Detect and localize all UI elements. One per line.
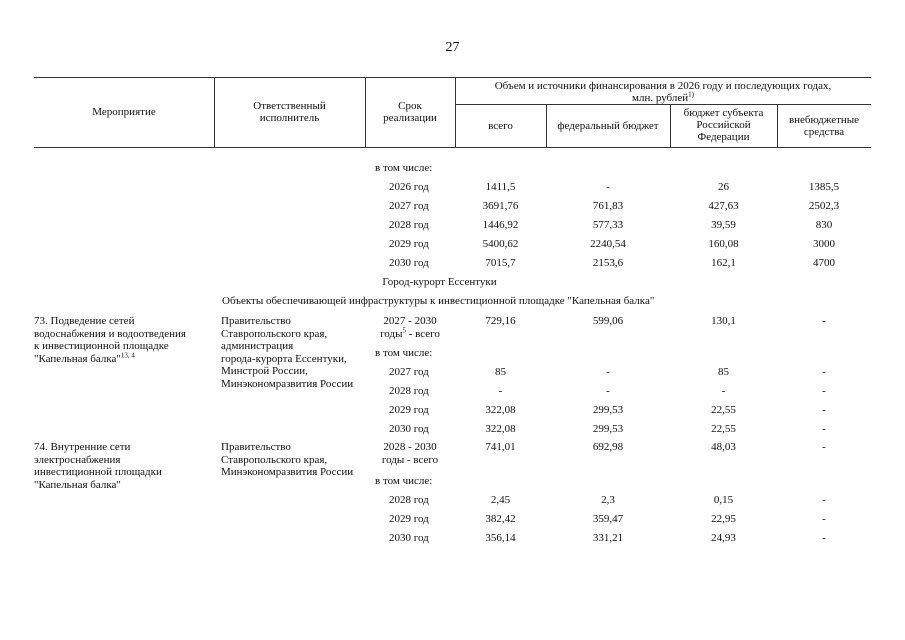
header-responsible: Ответственный исполнитель [253, 100, 326, 124]
header-regional: бюджет субъекта Российской Федерации [683, 107, 764, 143]
item74-incl-label: в том числе: [375, 475, 433, 487]
header-federal: федеральный бюджет [557, 120, 659, 132]
city-heading: Город-курорт Ессентуки [382, 276, 497, 288]
item73-incl-label: в том числе: [375, 347, 433, 359]
item73-event: 73. Подведение сетей водоснабжения и водоотведения к инвестиционной площадке "Капельная балка"$^{13, 4}$ [34, 315, 186, 365]
header-term: Срок реализации [383, 100, 437, 124]
item74-event: 74. Внутренние сети электроснабжения инвестиционной площадки "Капельная балка" [34, 441, 162, 491]
item73-responsible: Правительство Ставропольского края, администрация города-курорта Ессентуки, Минстрой России, Минэкономразвития России [221, 315, 354, 390]
header-funding-title: Объем и источники финансирования в 2026 году и последующих годах, млн. рублей$^{1)}$ [494, 80, 832, 104]
header-top-rule [34, 77, 871, 78]
item73-term: 2027 - 2030 годы$^5$ - всего [380, 315, 440, 340]
block1-incl-label: в том числе: [375, 162, 433, 174]
item74-term: 2028 - 2030 годы - всего [381, 441, 439, 466]
header-extrabudget: внебюджетные средства [788, 114, 860, 138]
item74-responsible: Правительство Ставропольского края, Минэкономразвития России [221, 441, 354, 478]
header-total: всего [488, 120, 513, 132]
header-event: Мероприятие [92, 106, 156, 118]
page-number: 27 [445, 40, 460, 55]
objects-heading: Объекты обеспечивающей инфраструктуры к инвестиционной площадке "Капельная балка" [222, 295, 655, 307]
header-mid-rule [455, 104, 871, 105]
header-bottom-rule [34, 147, 871, 148]
